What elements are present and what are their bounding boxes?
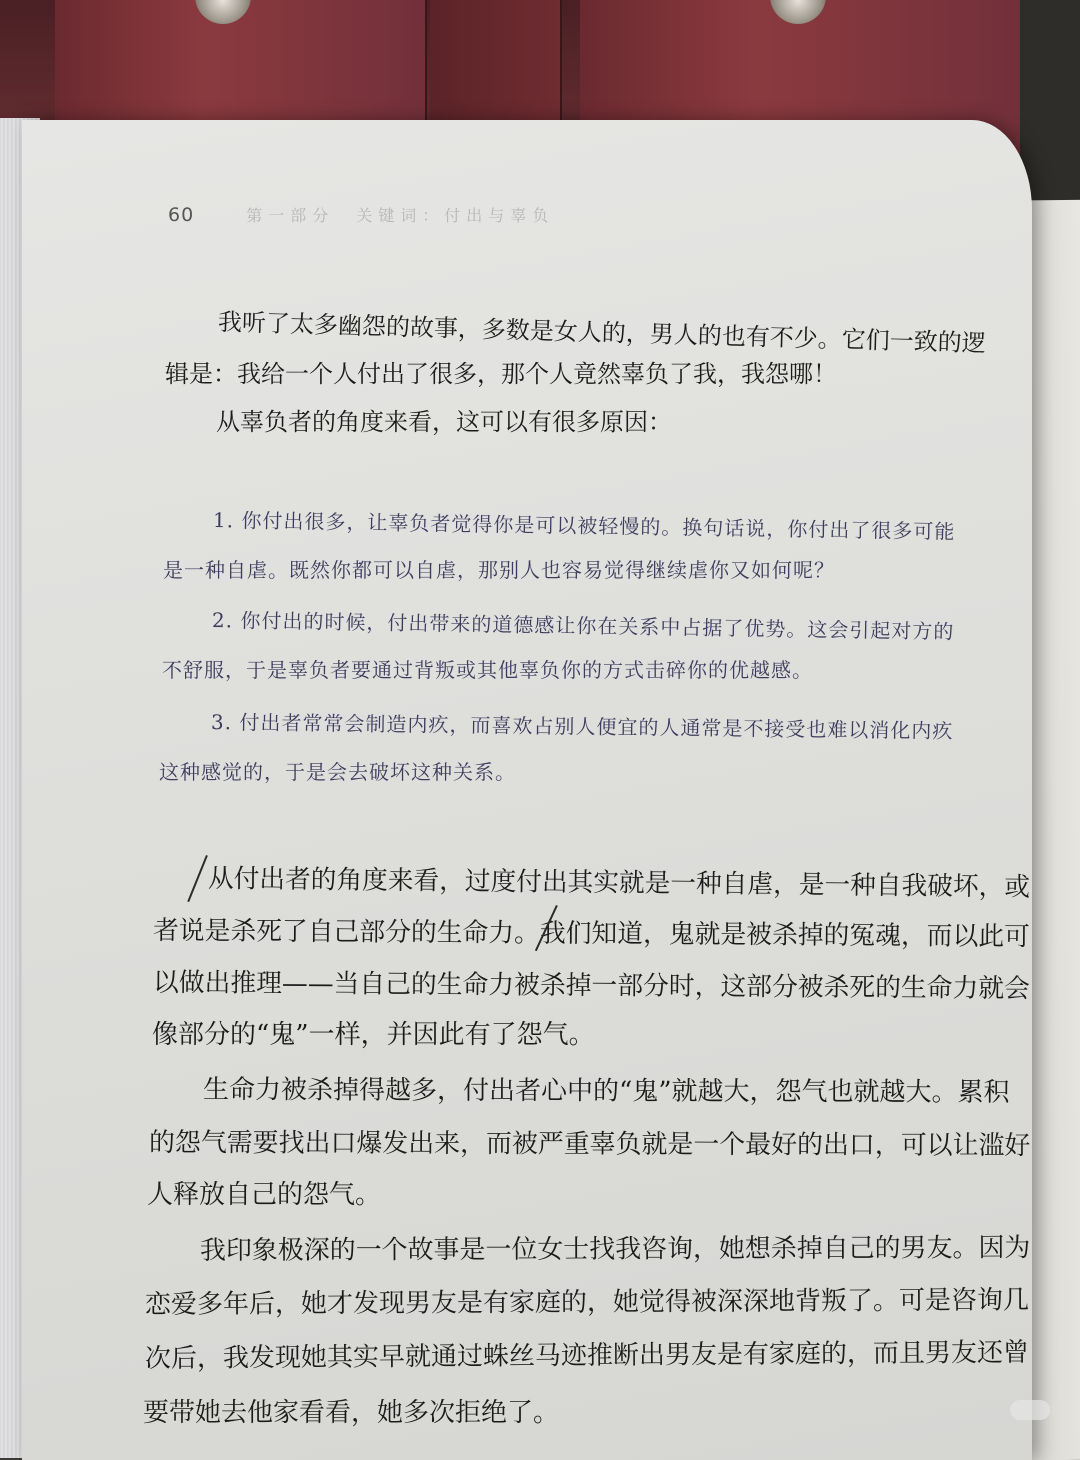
- list-item-2-line-1: 2. 你付出的时候，付出带来的道德感让你在关系中占据了优势。这会引起对方的: [211, 608, 955, 644]
- page-header: [168, 203, 554, 226]
- paragraph-5-line-1: 我印象极深的一个故事是一位女士找我咨询，她想杀掉自己的男友。因为: [199, 1233, 1031, 1266]
- paragraph-4-line-1: 生命力被杀掉得越多，付出者心中的“鬼”就越大，怨气也就越大。累积: [202, 1075, 1010, 1108]
- paragraph-5-line-3: 次后，我发现她其实早就通过蛛丝马迹推断出男友是有家庭的，而且男友还曾: [144, 1337, 1030, 1374]
- paragraph-5-line-4: 要带她去他家看看，她多次拒绝了。: [143, 1398, 560, 1428]
- paragraph-4-line-2: 的怨气需要找出口爆发出来，而被严重辜负就是一个最好的出口，可以让滥好: [148, 1128, 1031, 1162]
- paragraph-1-line-1: 我听了太多幽怨的故事，多数是女人的，男人的也有不少。它们一致的逻: [217, 308, 987, 358]
- paragraph-2-line-1: 从辜负者的角度来看，这可以有很多原因：: [216, 408, 672, 436]
- running-head: 第一部分 关键词：付出与辜负: [246, 206, 555, 225]
- paragraph-3-line-3: 以做出推理——当自己的生命力被杀掉一部分时，这部分被杀死的生命力就会: [152, 968, 1031, 1005]
- page-number: 60: [168, 204, 195, 226]
- paragraph-3-line-2: 者说是杀死了自己部分的生命力。我们知道，鬼就是被杀掉的冤魂，而以此可: [152, 916, 1031, 953]
- watermark: [1010, 1400, 1050, 1420]
- paragraph-3-line-4: 像部分的“鬼”一样，并因此有了怨气。: [152, 1020, 595, 1050]
- list-item-3-line-1: 3. 付出者常常会制造内疚，而喜欢占别人便宜的人通常是不接受也难以消化内疚: [210, 710, 954, 744]
- list-item-1-line-2: 是一种自虐。既然你都可以自虐，那别人也容易觉得继续虐你又如何呢？: [163, 558, 835, 582]
- list-item-3-line-2: 这种感觉的，于是会去破坏这种关系。: [159, 760, 516, 784]
- paragraph-4-line-3: 人释放自己的怨气。: [147, 1180, 382, 1210]
- paragraph-1-line-2: 辑是：我给一个人付出了很多，那个人竟然辜负了我，我怨哪！: [165, 360, 837, 388]
- list-item-2-line-2: 不舒服，于是辜负者要通过背叛或其他辜负你的方式击碎你的优越感。: [162, 658, 813, 682]
- background-shadow: [1020, 0, 1080, 210]
- paragraph-5-line-2: 恋爱多年后，她才发现男友是有家庭的，她觉得被深深地背叛了。可是咨询几: [144, 1285, 1030, 1320]
- paragraph-3-line-1: 从付出者的角度来看，过度付出其实就是一种自虐，是一种自我破坏，或: [207, 864, 1031, 903]
- list-item-1-line-1: 1. 你付出很多，让辜负者觉得你是可以被轻慢的。换句话说，你付出了很多可能: [212, 508, 956, 544]
